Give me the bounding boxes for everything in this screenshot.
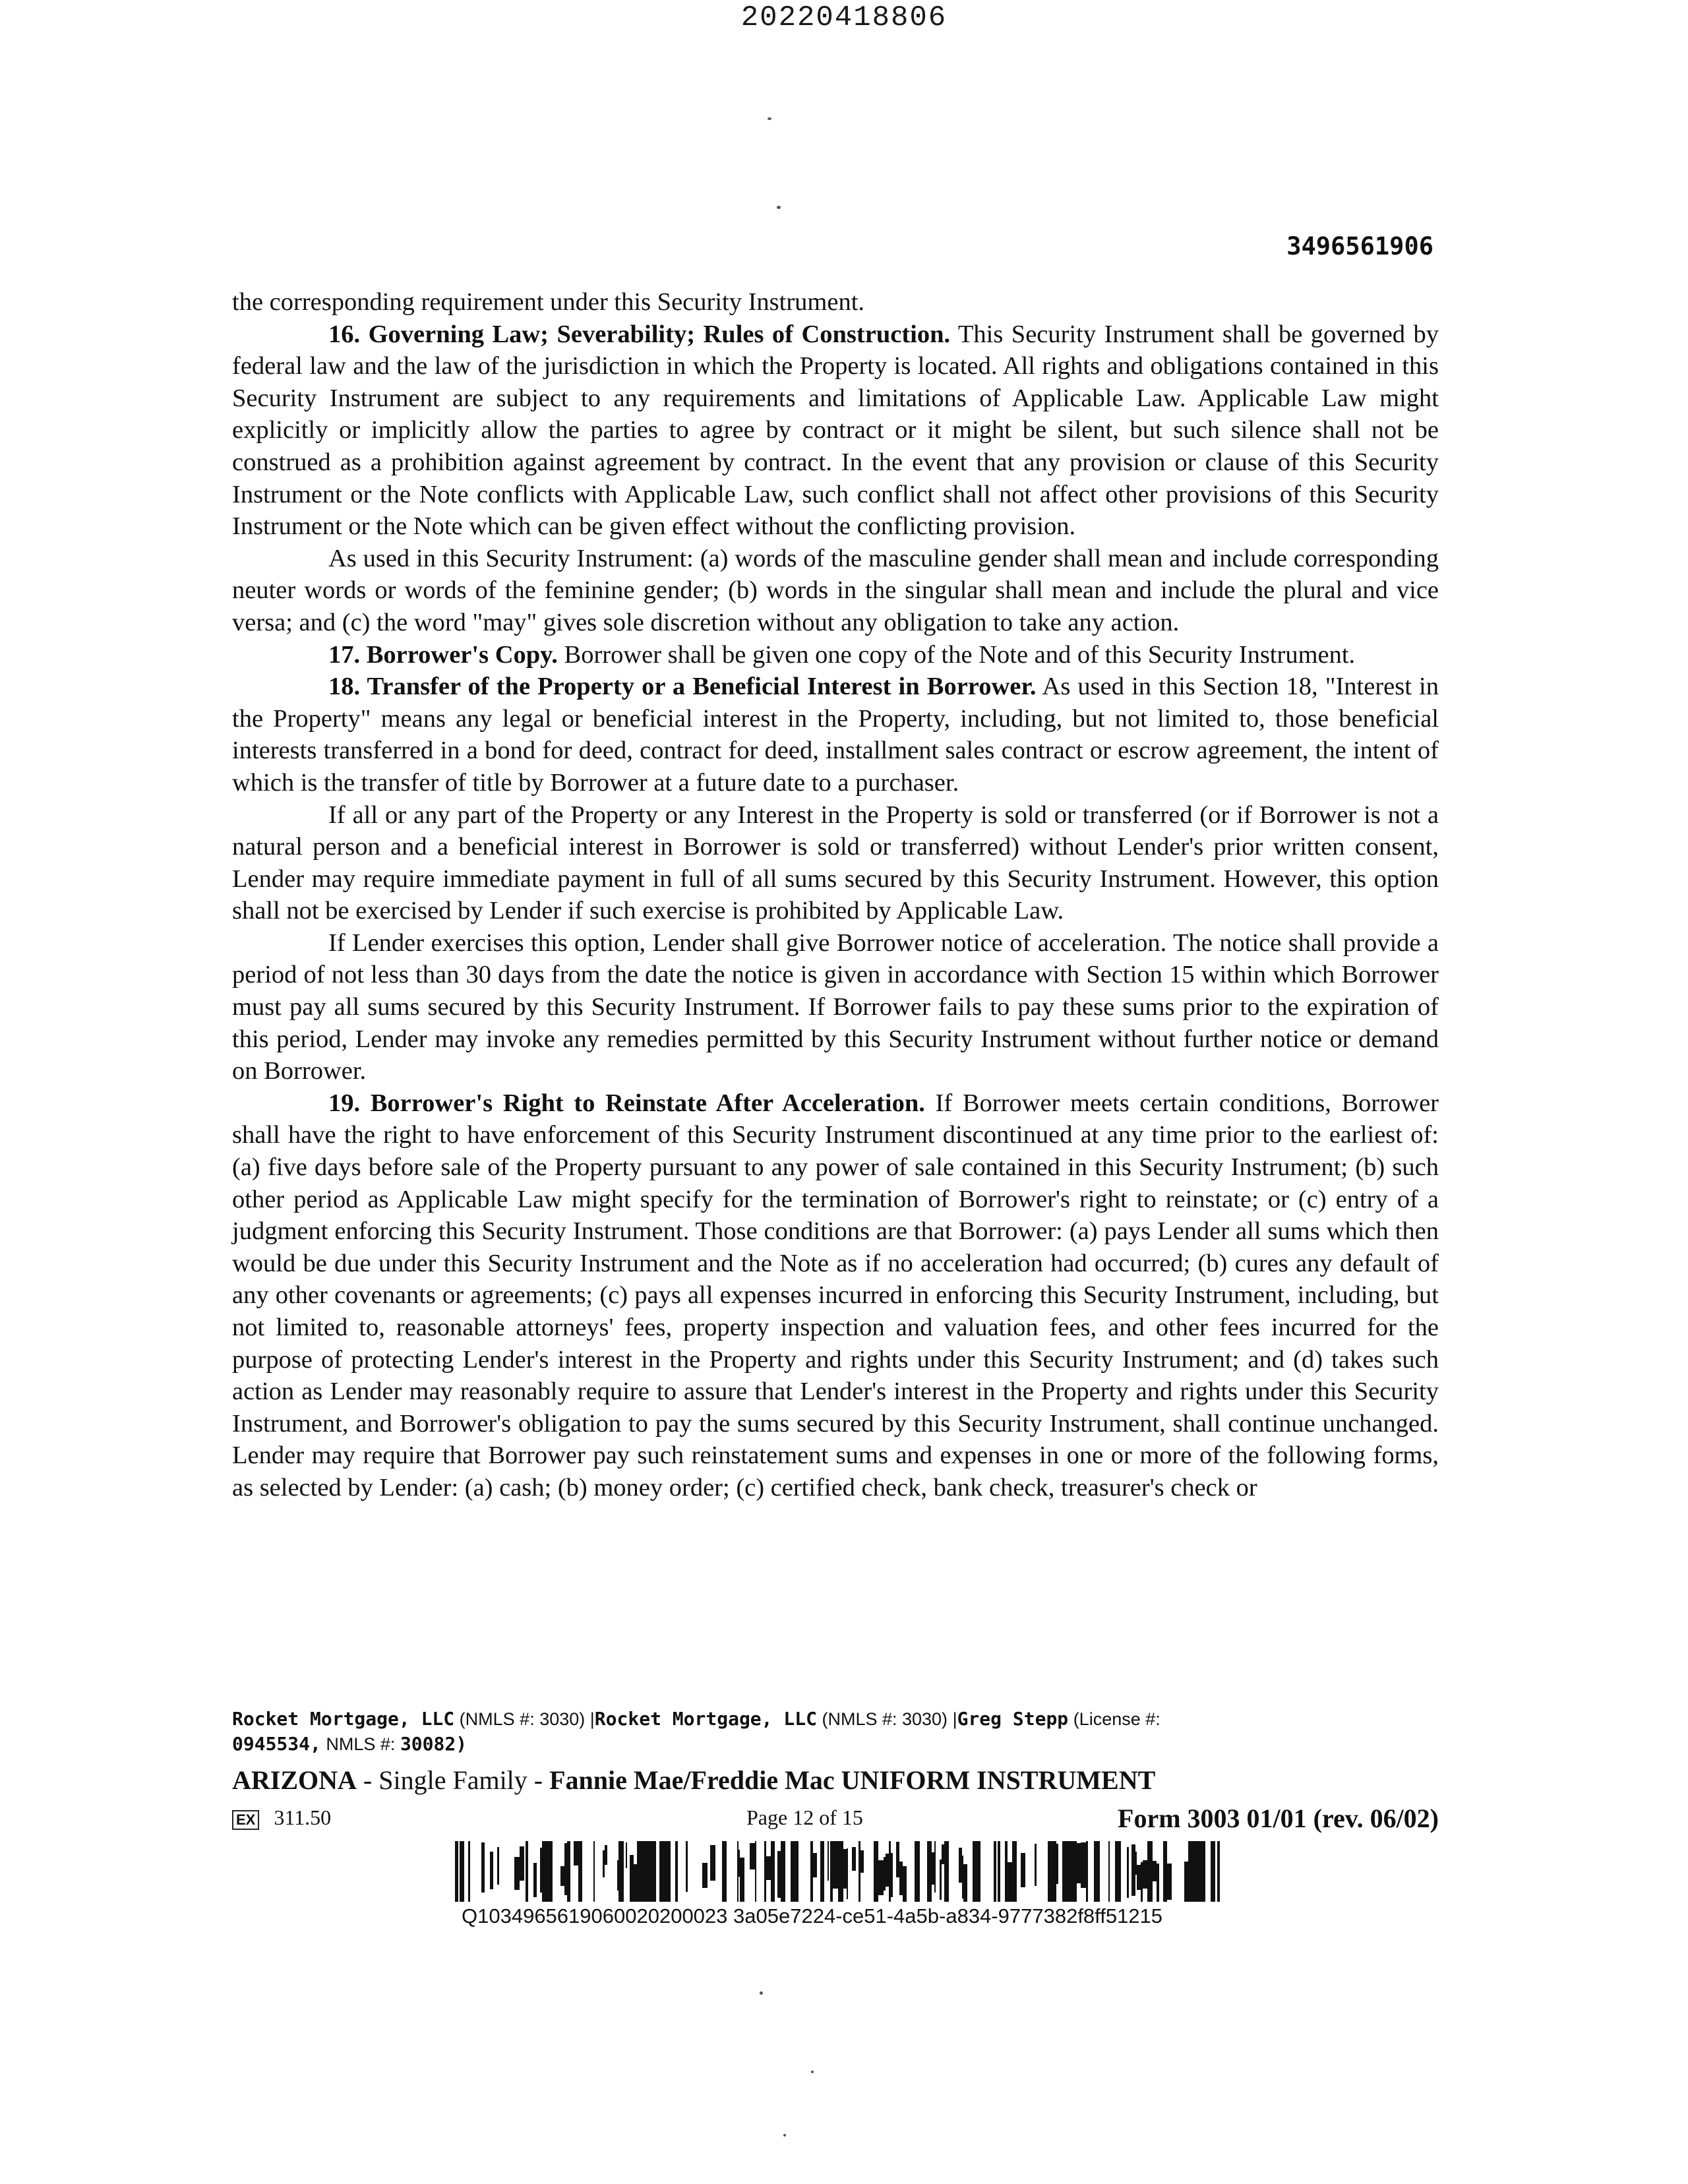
barcode-bar — [1005, 1841, 1008, 1902]
barcode-bar — [542, 1841, 547, 1902]
barcode-bar — [1062, 1841, 1067, 1902]
paragraph-text: the corresponding requirement under this Security Instrument. — [232, 288, 865, 316]
barcode-bar — [1157, 1864, 1159, 1902]
section-heading: 16. Governing Law; Severability; Rules of Construction. — [328, 320, 951, 348]
barcode-bar — [578, 1841, 582, 1902]
document-body — [232, 286, 1439, 1504]
paragraph-text: This Security Instrument shall be governed by federal law and the law of the jurisdiction in which the Property is located. All rights and obligations contained in this Security Instrument are subject to any requirements and limitations of Applicable Law. Applicable Law might explicitly or implicitly allow the parties to agree by contract or it might be silent, but such silence shall not be construed as a prohibition against agreement by contract. In the event that any provision or clause of this Security Instrument or the Note conflicts with Applicable Law, such conflict shall not affect other provisions of this Security Instrument or the Note which can be given effect without the conflicting provision. — [232, 320, 1439, 541]
barcode-bar — [1135, 1852, 1137, 1875]
barcode-bar — [567, 1841, 570, 1902]
officer-nmls: 30082) — [400, 1733, 467, 1755]
barcode-bar — [1147, 1841, 1153, 1902]
barcode-bar — [915, 1841, 920, 1902]
barcode-bar — [468, 1841, 470, 1902]
barcode-bar — [455, 1841, 458, 1902]
barcode-bar — [973, 1841, 976, 1902]
separator-2: | — [952, 1709, 957, 1729]
barcode-bar — [810, 1841, 813, 1902]
form-code-number: 311.50 — [274, 1805, 332, 1829]
barcode-bar — [1131, 1844, 1135, 1896]
barcode-bar — [934, 1841, 936, 1893]
barcode-bar — [1118, 1841, 1121, 1902]
section-heading: 18. Transfer of the Property or a Beneficial Interest in Borrower. — [328, 673, 1037, 701]
barcode-bar — [634, 1864, 637, 1902]
barcode-bar — [1153, 1861, 1157, 1881]
lender-nmls: (NMLS #: 3030) — [459, 1709, 586, 1729]
barcode-bar — [540, 1848, 542, 1893]
form-uniform: UNIFORM INSTRUMENT — [834, 1765, 1156, 1795]
barcode-bar — [899, 1862, 903, 1895]
form-state: ARIZONA — [232, 1765, 357, 1795]
barcode-bar — [813, 1853, 817, 1877]
barcode-bar — [874, 1841, 878, 1902]
barcode-bar — [497, 1847, 499, 1885]
lender-name-2: Rocket Mortgage, LLC — [594, 1708, 817, 1730]
barcode-bar — [1188, 1841, 1191, 1902]
loan-officer-name: Greg Stepp — [957, 1708, 1069, 1730]
barcode-bar — [1197, 1841, 1200, 1902]
barcode-bar — [903, 1866, 907, 1902]
barcode-bar — [547, 1841, 553, 1902]
barcode-bar — [644, 1841, 646, 1902]
barcode-bar — [793, 1841, 799, 1902]
paragraph-text: As used in this Security Instrument: (a) words of the masculine gender shall mean and include corresponding neuter words or words of the feminine gender; (b) words in the singular shall mean and include the plural and vice versa; and (c) the word "may" gives sole discretion without any obligation to take any action. — [232, 544, 1439, 636]
scan-speck — [760, 1991, 763, 1995]
barcode-bar — [1219, 1841, 1220, 1902]
barcode-bar — [822, 1841, 824, 1902]
barcode-bar — [637, 1841, 640, 1902]
barcode-bar — [481, 1842, 485, 1893]
barcode-bar — [884, 1857, 886, 1891]
barcode-bar — [710, 1845, 715, 1881]
body-paragraph — [232, 799, 1439, 927]
section-heading: 19. Borrower's Right to Reinstate After Acceleration. — [328, 1089, 925, 1117]
separator: | — [589, 1709, 595, 1729]
scan-speck — [811, 2071, 814, 2073]
paragraph-text: If Borrower meets certain conditions, Borrower shall have the right to have enforcement of this Security Instrument discontinued at any time prior to the earliest of: (a) five days before sale of the Property pursuant to any power of sale contained in this Security Instrument; (b) such other period as Applicable Law might specify for the termination of Borrower's right to reinstate; or (c) entry of a judgment enforcing this Security Instrument. Those conditions are that Borrower: (a) pays Lender all sums which then would be due under this Security Instrument and the Note as if no acceleration had occurred; (b) cures any default of any other covenants or agreements; (c) pays all expenses incurred in enforcing this Security Instrument, including, but not limited to, reasonable attorneys' fees, property inspection and valuation fees, and other fees incurred for the purpose of protecting Lender's interest in the Property and rights under this Security Instrument; and (d) takes such action as Lender may reasonably require to assure that Lender's interest in the Property and rights under this Security Instrument, and Borrower's obligation to pay the sums secured by this Security Instrument, shall continue unchanged. Lender may require that Borrower pay such reinstatement sums and expenses in one or more of the following forms, as selected by Lender: (a) cash; (b) money order; (c) certified check, bank check, treasurer's check or — [232, 1089, 1439, 1502]
barcode-bar — [1077, 1843, 1081, 1883]
barcode-bar — [833, 1841, 838, 1889]
barcode-bar — [737, 1841, 738, 1902]
barcode-bar — [944, 1841, 949, 1902]
barcode-bar — [618, 1841, 624, 1902]
barcode-bar — [1094, 1841, 1095, 1902]
barcode-bar — [1141, 1862, 1143, 1902]
barcode-bar — [828, 1841, 829, 1881]
loan-number: 3496561906 — [1286, 232, 1433, 260]
barcode-image — [455, 1841, 1220, 1902]
barcode-bar — [1137, 1865, 1141, 1890]
barcode-bar — [520, 1846, 524, 1881]
form-agency: Fannie Mae/Freddie Mac — [549, 1765, 835, 1795]
barcode-bar — [1108, 1841, 1110, 1902]
officer-nmls-label: NMLS #: — [326, 1734, 396, 1754]
barcode-bar — [1070, 1841, 1074, 1902]
barcode-bar — [646, 1841, 651, 1902]
barcode-bar — [791, 1841, 793, 1902]
barcode-bar — [738, 1850, 740, 1877]
barcode-bar — [1211, 1841, 1215, 1902]
barcode-bar — [526, 1841, 528, 1902]
section-heading: 17. Borrower's Copy. — [328, 640, 558, 669]
barcode-bar — [777, 1851, 781, 1898]
barcode-bar — [1056, 1844, 1058, 1884]
barcode-bar — [490, 1852, 493, 1889]
barcode-bar — [781, 1841, 785, 1902]
barcode-bar — [847, 1848, 848, 1899]
barcode-bar — [932, 1852, 934, 1885]
body-paragraph — [232, 286, 1439, 318]
body-paragraph — [232, 318, 1439, 543]
barcode-bar — [640, 1841, 644, 1902]
barcode-bar — [1217, 1841, 1219, 1902]
body-paragraph — [232, 671, 1439, 799]
barcode-bar — [962, 1856, 963, 1898]
barcode-bar — [1095, 1841, 1100, 1902]
barcode-bar — [667, 1841, 671, 1902]
form-code-icon: EX — [232, 1810, 259, 1830]
barcode-bar — [560, 1866, 564, 1886]
barcode-bar — [702, 1863, 708, 1888]
barcode-bar — [1195, 1841, 1197, 1902]
barcode-bar — [1008, 1862, 1012, 1902]
barcode-bar — [574, 1841, 578, 1866]
barcode-bar — [764, 1841, 766, 1902]
lender-name: Rocket Mortgage, LLC — [232, 1708, 455, 1730]
barcode-bar — [675, 1841, 678, 1902]
barcode-bar — [651, 1841, 656, 1902]
lender-nmls-2: (NMLS #: 3030) — [822, 1709, 948, 1729]
body-paragraph — [232, 543, 1439, 639]
barcode-bar — [1193, 1841, 1195, 1902]
barcode-bar — [860, 1850, 864, 1873]
barcode-bar — [878, 1860, 884, 1895]
barcode-bar — [686, 1841, 688, 1892]
barcode-bar — [820, 1841, 822, 1902]
barcode-bar — [976, 1841, 980, 1902]
barcode-bar — [665, 1841, 667, 1902]
barcode-bar — [1021, 1853, 1025, 1887]
barcode-bar — [659, 1841, 665, 1902]
barcode-bar — [1163, 1841, 1167, 1902]
paragraph-text: If all or any part of the Property or any Interest in the Property is sold or transferred (or if Borrower is not a natural person and a beneficial interest in Borrower is sold or transferred) without Lender's prior written consent, Lender may require immediate payment in full of all sums secured by this Security Instrument. However, this option shall not be exercised by Lender if such exercise is prohibited by Applicable Law. — [232, 801, 1439, 925]
scan-speck — [783, 2134, 786, 2137]
barcode-bar — [994, 1841, 996, 1902]
barcode-text: Q1034965619060020200023 3a05e7224-ce51-4a5b-a834-9777382f8ff51215 — [462, 1904, 1163, 1927]
barcode-bar — [1052, 1841, 1054, 1902]
barcode-bar — [722, 1841, 727, 1902]
form-title — [232, 1765, 1155, 1796]
barcode-bar — [1127, 1847, 1129, 1898]
barcode-bar — [564, 1843, 567, 1895]
paragraph-text: As used in this Section 18, "Interest in the Property" means any legal or beneficial interest in the Property, including, but not limited to, those beneficial interests transferred in a bond for deed, contract for deed, installment sales contract or escrow agreement, the intent of which is the transfer of title by Borrower at a future date to a purchaser. — [232, 673, 1439, 797]
page-footer — [232, 1803, 1439, 1833]
page-number: Page 12 of 15 — [746, 1805, 863, 1829]
barcode-bar — [959, 1848, 962, 1883]
form-type: - Single Family - — [356, 1765, 550, 1795]
barcode-bar — [603, 1850, 605, 1877]
barcode-bar — [963, 1864, 967, 1902]
scan-speck — [768, 117, 771, 120]
barcode-bar — [889, 1841, 891, 1902]
recording-number: 20220418806 — [740, 1, 948, 34]
barcode-bar — [1035, 1844, 1037, 1886]
barcode-bar — [771, 1841, 775, 1902]
barcode-bar — [859, 1841, 860, 1902]
license-number: 0945534, — [232, 1733, 321, 1755]
barcode-bar — [617, 1860, 618, 1891]
barcode-bar — [830, 1841, 833, 1902]
scan-speck — [777, 206, 781, 209]
barcode-bar — [626, 1842, 627, 1868]
body-paragraph — [232, 639, 1439, 671]
body-paragraph — [232, 927, 1439, 1087]
barcode-bar — [886, 1854, 889, 1887]
barcode-bar — [514, 1857, 520, 1890]
barcode-bar — [1081, 1842, 1086, 1888]
body-paragraph — [232, 1087, 1439, 1504]
barcode-bar — [1012, 1841, 1017, 1902]
barcode-bar — [1067, 1841, 1070, 1902]
barcode-bar — [750, 1843, 755, 1869]
barcode-bar — [463, 1841, 464, 1902]
barcode-bar — [533, 1863, 537, 1897]
barcode-bar — [852, 1847, 856, 1871]
barcode-bar — [998, 1841, 1000, 1902]
barcode-bar — [1184, 1862, 1188, 1902]
originator-info — [232, 1707, 1445, 1757]
form-number: Form 3003 01/01 (rev. 06/02) — [1118, 1804, 1439, 1833]
barcode-bar — [460, 1841, 463, 1902]
barcode-bar — [1167, 1864, 1172, 1900]
barcode-bar — [766, 1856, 771, 1880]
barcode-bar — [942, 1844, 944, 1864]
barcode-bar — [1048, 1841, 1052, 1902]
barcode-bar — [1143, 1860, 1147, 1889]
form-code — [232, 1805, 331, 1830]
barcode-bar — [593, 1841, 595, 1902]
barcode-bar — [1115, 1841, 1118, 1902]
barcode-bar — [1191, 1841, 1193, 1902]
barcode-bar — [843, 1849, 847, 1889]
license-label: (License #: — [1073, 1709, 1160, 1729]
paragraph-text: If Lender exercises this option, Lender shall give Borrower notice of acceleration. The notice shall provide a period of not less than 30 days from the date the notice is given in accordance with Section 15 within which Borrower must pay all sums secured by this Security Instrument. If Borrower fails to pay these sums prior to the expiration of this period, Lender may invoke any remedies permitted by this Security Instrument without further notice or demand on Borrower. — [232, 928, 1439, 1085]
barcode-bar — [838, 1841, 843, 1902]
barcode-bar — [1086, 1841, 1088, 1902]
barcode-bar — [896, 1842, 899, 1877]
barcode-bar — [1074, 1841, 1077, 1902]
barcode-bar — [891, 1853, 893, 1897]
barcode-bar — [1054, 1841, 1056, 1902]
barcode-bar — [755, 1841, 756, 1902]
barcode-bar — [940, 1860, 942, 1900]
barcode-bar — [1200, 1841, 1205, 1902]
barcode-bar — [740, 1858, 744, 1902]
barcode-bar — [605, 1845, 607, 1865]
paragraph-text: Borrower shall be given one copy of the Note and of this Security Instrument. — [557, 640, 1356, 669]
barcode-bar — [927, 1841, 932, 1902]
barcode-bar — [630, 1855, 634, 1902]
